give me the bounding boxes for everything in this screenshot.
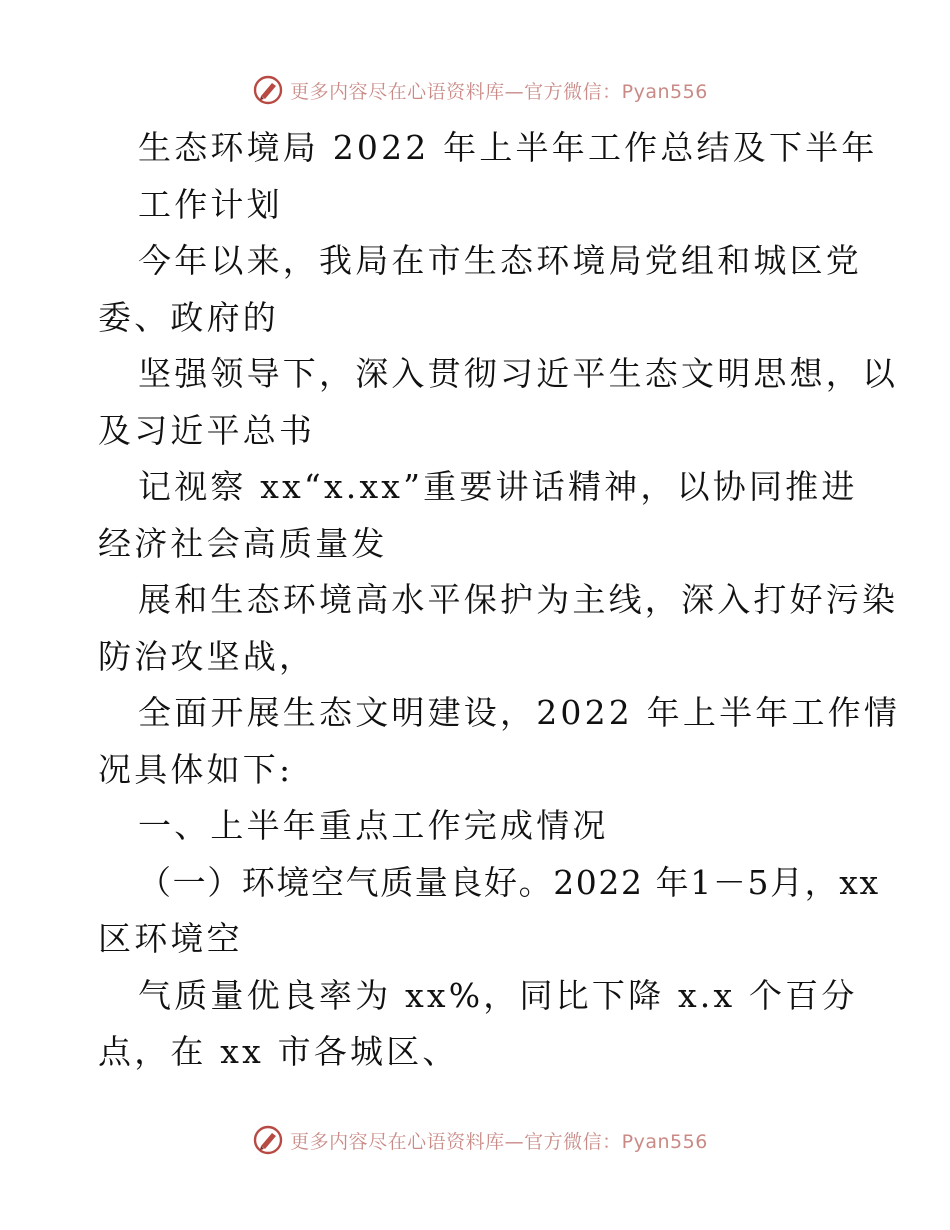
paragraph-line: 坚强领导下，深入贯彻习近平生态文明思想，以 — [138, 354, 899, 393]
pen-logo-icon — [252, 1124, 284, 1156]
document-title-line-2: 工作计划 — [138, 184, 283, 224]
paragraph-line: 况具体如下: — [98, 749, 294, 789]
paragraph-line: 今年以来，我局在市生态环境局党组和城区党 — [138, 241, 862, 280]
watermark-header — [0, 70, 950, 110]
paragraph-line: 展和生态环境高水平保护为主线，深入打好污染 — [138, 580, 899, 619]
paragraph-line: 经济社会高质量发 — [98, 523, 388, 563]
watermark-text: 更多内容尽在心语资料库—官方微信：Pyan556 — [290, 80, 708, 103]
paragraph-line: 点，在 xx 市各城区、 — [98, 1032, 459, 1071]
paragraph-line: 防治攻坚战， — [98, 636, 316, 676]
watermark-text: 更多内容尽在心语资料库—官方微信：Pyan556 — [290, 1130, 708, 1153]
paragraph-line: 气质量优良率为 xx%，同比下降 x.x 个百分 — [138, 975, 858, 1015]
paragraph-line: 全面开展生态文明建设，2022 年上半年工作情 — [138, 693, 901, 732]
document-body — [98, 120, 901, 1081]
section-heading: 一、上半年重点工作完成情况 — [138, 806, 609, 845]
watermark-footer — [0, 1120, 950, 1160]
document-title-line-1: 生态环境局 2022 年上半年工作总结及下半年 — [138, 128, 878, 167]
paragraph-line: 区环境空 — [98, 919, 243, 958]
paragraph-line: 记视察 xx“x.xx”重要讲话精神，以协同推进 — [138, 467, 858, 506]
subsection-heading-line: （一）环境空气质量良好。2022 年1－5月，xx — [138, 862, 880, 902]
paragraph-line: 及习近平总书 — [98, 410, 316, 450]
pen-logo-icon — [252, 74, 284, 106]
paragraph-line: 委、政府的 — [98, 297, 279, 337]
